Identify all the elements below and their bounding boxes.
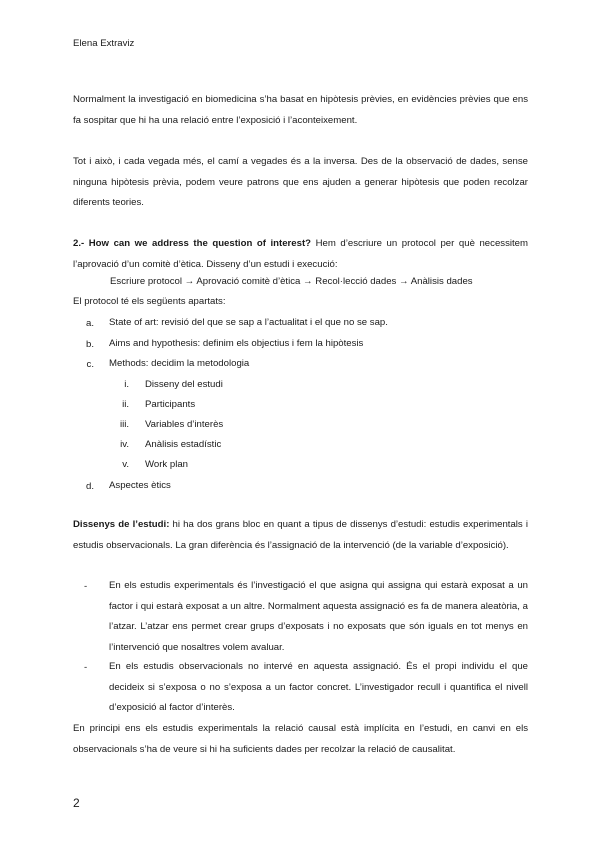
sublist-item-analisis: Anàlisis estadístic xyxy=(145,439,222,450)
section-2-text: Hem d’escriure un protocol per què necessitem l’aprovació d’un comitè d’ètica. Disseny d’un estudi i execució: xyxy=(73,238,528,270)
page-number: 2 xyxy=(73,796,80,810)
paragraph-closing: En principi ens els estudis experimentals la relació causal està implícita en l’estudi, en canvi en els observacionals s’ha de veure si hi ha suficients dades per recolzar la relació de causalitat. xyxy=(73,723,528,755)
section-2-heading: 2.- How can we address the question of interest? xyxy=(73,238,312,249)
bullet-marker: - xyxy=(84,581,88,592)
list-item-marker: c. xyxy=(86,359,94,370)
bullet-experimentals: En els estudis experimentals és l’investigació el que asigna qui assigna qui estarà exposat a un factor i qui estarà exposat a un altre. Normalment aquesta assignació es fa de manera aleatòria, a l’atzar. L’atzar ens permet crear grups d’exposats i no exposats que són iguals en tot menys en l’intervenció que nosaltres volem avaluar. xyxy=(109,580,528,653)
sublist-item-marker: i. xyxy=(124,379,129,390)
sublist-item-disseny: Disseny del estudi xyxy=(145,379,223,390)
dissenys-text: hi ha dos grans bloc en quant a tipus de dissenys d’estudi: estudis experimentals i estudis observacionals. La gran diferència és l’assignació de la intervenció (de la variable d’exposició). xyxy=(73,519,528,551)
bullet-marker: - xyxy=(84,662,88,673)
page-header-author: Elena Extraviz xyxy=(73,38,135,49)
dissenys-heading: Dissenys de l’estudi: xyxy=(73,519,170,530)
sublist-item-marker: v. xyxy=(122,459,129,470)
list-item-state-of-art: State of art: revisió del que se sap a l’actualitat i el que no se sap. xyxy=(109,317,388,328)
sublist-item-marker: ii. xyxy=(122,399,129,410)
bullet-observacionals: En els estudis observacionals no intervé en aquesta assignació. És el propi individu el que decideix si s’exposa o no s’exposa a un factor concret. L’investigador recull i quantifica el nivell d’exposició al factor d’interès. xyxy=(109,661,528,713)
sublist-item-work-plan: Work plan xyxy=(145,459,189,470)
sublist-item-participants: Participants xyxy=(145,399,196,410)
sublist-item-variables: Variables d’interès xyxy=(145,419,224,430)
paragraph-inverse: Tot i això, i cada vegada més, el camí a vegades és a la inversa. Des de la observació de dades, sense ninguna hipòtesis prèvia, podem veure patrons que ens ajuden a generar hipòtesis que poden recolzar diferents teories. xyxy=(73,156,528,208)
paragraph-intro: Normalment la investigació en biomedicina s’ha basat en hipòtesis prèvies, en evidències prèvies que ens fa sospitar que hi ha una relació entre l’exposició i l’aconteixement. xyxy=(73,94,528,126)
protocol-intro: El protocol té els següents apartats: xyxy=(73,296,226,307)
sublist-item-marker: iv. xyxy=(120,439,129,450)
list-item-aspectes-etics: Aspectes ètics xyxy=(109,480,171,491)
list-item-marker: a. xyxy=(85,318,94,329)
list-item-aims: Aims and hypothesis: definim els objectius i fem la hipòtesis xyxy=(109,338,364,349)
list-item-marker: d. xyxy=(85,481,94,492)
list-item-methods: Methods: decidim la metodologia xyxy=(109,358,250,369)
dissenys-paragraph xyxy=(73,515,528,556)
sublist-item-marker: iii. xyxy=(119,419,129,430)
list-item-marker: b. xyxy=(85,339,94,350)
section-2-paragraph xyxy=(73,234,528,275)
protocol-flow: Escriure protocol → Aprovació comitè d’ètica → Recol·lecció dades → Anàlisis dades xyxy=(110,276,473,287)
